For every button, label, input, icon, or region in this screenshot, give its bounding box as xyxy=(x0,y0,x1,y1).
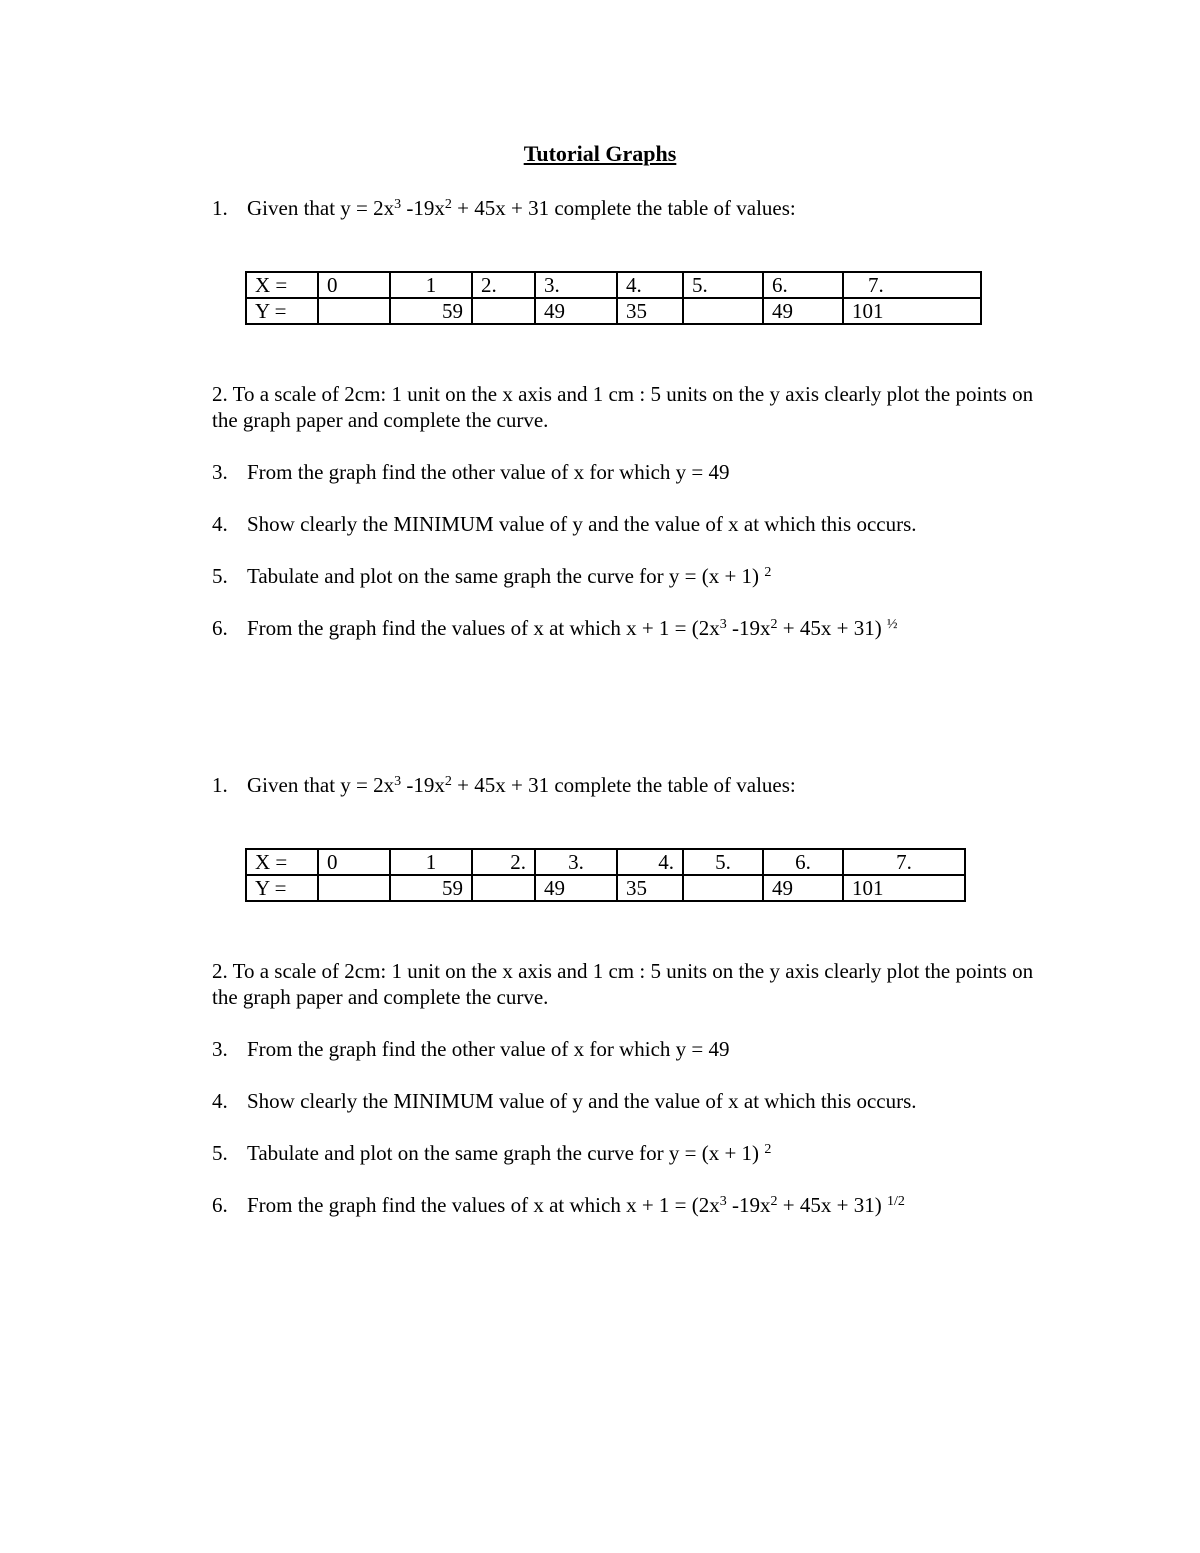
question-4 xyxy=(212,1088,917,1114)
table-cell: 49 xyxy=(763,298,843,324)
table-cell: 6. xyxy=(763,272,843,298)
table-row-x xyxy=(246,272,981,298)
values-table xyxy=(245,271,982,325)
exponent: 3 xyxy=(719,1194,727,1209)
exponent: 2 xyxy=(764,565,772,580)
question-2: 2. To a scale of 2cm: 1 unit on the x axis and 1 cm : 5 units on the y axis clearly plot the points on the graph paper and complete the curve. xyxy=(212,382,1034,432)
table-cell: 35 xyxy=(617,298,683,324)
y-label-cell: Y = xyxy=(246,298,318,324)
table-row-y xyxy=(246,875,965,901)
exponent: 2 xyxy=(770,1194,778,1209)
question-text: From the graph find the values of x at which x + 1 = (2x xyxy=(247,1193,720,1217)
question-text: Show clearly the MINIMUM value of y and the value of x at which this occurs. xyxy=(247,512,917,536)
exponent: ½ xyxy=(886,617,898,632)
table-cell: 0 xyxy=(318,849,390,875)
table-cell: 35 xyxy=(617,875,683,901)
question-3 xyxy=(212,1036,729,1062)
table-cell: 49 xyxy=(535,875,617,901)
question-5 xyxy=(212,563,771,589)
table-cell: 2. xyxy=(472,272,535,298)
question-number: 5. xyxy=(212,1141,228,1165)
table-cell xyxy=(683,298,763,324)
question-text: + 45x + 31) xyxy=(777,616,882,640)
table-cell xyxy=(318,875,390,901)
exponent: 3 xyxy=(719,617,727,632)
question-text: From the graph find the values of x at which x + 1 = (2x xyxy=(247,616,720,640)
question-text: -19x xyxy=(401,773,445,797)
table-cell: 4. xyxy=(617,849,683,875)
question-text: -19x xyxy=(726,616,771,640)
question-6 xyxy=(212,1192,905,1218)
exponent: 2 xyxy=(444,197,452,212)
question-number: 3. xyxy=(212,460,228,484)
table-cell: 59 xyxy=(390,875,472,901)
question-number: 1. xyxy=(212,773,228,797)
question-6 xyxy=(212,615,897,641)
question-5 xyxy=(212,1140,771,1166)
question-text: Show clearly the MINIMUM value of y and the value of x at which this occurs. xyxy=(247,1089,917,1113)
page-title: Tutorial Graphs xyxy=(523,141,677,166)
question-2: 2. To a scale of 2cm: 1 unit on the x axis and 1 cm : 5 units on the y axis clearly plot the points on the graph paper and complete the curve. xyxy=(212,959,1034,1009)
x-label-cell: X = xyxy=(246,272,318,298)
table-cell: 59 xyxy=(390,298,472,324)
question-text: From the graph find the other value of x for which y = 49 xyxy=(247,1037,730,1061)
table-cell xyxy=(472,298,535,324)
question-number: 6. xyxy=(212,616,228,640)
exponent: 2 xyxy=(764,1142,772,1157)
exponent: 3 xyxy=(394,774,402,789)
exponent: 2 xyxy=(770,617,778,632)
question-number: 4. xyxy=(212,1089,228,1113)
table-cell: 49 xyxy=(763,875,843,901)
exponent: 3 xyxy=(394,197,402,212)
table-cell: 6. xyxy=(763,849,843,875)
question-number: 4. xyxy=(212,512,228,536)
table-cell: 4. xyxy=(617,272,683,298)
question-text: Given that y = 2x xyxy=(247,773,395,797)
table-cell: 1 xyxy=(390,849,472,875)
x-label-cell: X = xyxy=(246,849,318,875)
question-text: Tabulate and plot on the same graph the curve for y = (x + 1) xyxy=(247,564,760,588)
question-number: 1. xyxy=(212,196,228,220)
exponent: 1/2 xyxy=(886,1194,905,1209)
question-text: + 45x + 31 complete the table of values: xyxy=(451,196,796,220)
table-cell xyxy=(472,875,535,901)
table-cell: 0 xyxy=(318,272,390,298)
question-text: Tabulate and plot on the same graph the curve for y = (x + 1) xyxy=(247,1141,760,1165)
question-number: 6. xyxy=(212,1193,228,1217)
table-cell: 101 xyxy=(843,875,965,901)
table-cell xyxy=(683,875,763,901)
question-text: -19x xyxy=(726,1193,771,1217)
table-row-y xyxy=(246,298,981,324)
table-cell: 7. xyxy=(843,272,981,298)
question-3 xyxy=(212,459,729,485)
exponent: 2 xyxy=(444,774,452,789)
question-text: + 45x + 31) xyxy=(777,1193,882,1217)
table-cell: 3. xyxy=(535,849,617,875)
table-cell: 1 xyxy=(390,272,472,298)
table-cell xyxy=(318,298,390,324)
question-number: 5. xyxy=(212,564,228,588)
question-1 xyxy=(212,772,796,798)
question-text: -19x xyxy=(401,196,445,220)
table-cell: 5. xyxy=(683,272,763,298)
values-table xyxy=(245,848,966,902)
question-number: 3. xyxy=(212,1037,228,1061)
table-cell: 2. xyxy=(472,849,535,875)
question-text: From the graph find the other value of x for which y = 49 xyxy=(247,460,730,484)
table-cell: 3. xyxy=(535,272,617,298)
table-cell: 7. xyxy=(843,849,965,875)
table-cell: 49 xyxy=(535,298,617,324)
table-cell: 101 xyxy=(843,298,981,324)
question-text: + 45x + 31 complete the table of values: xyxy=(451,773,796,797)
table-cell: 5. xyxy=(683,849,763,875)
y-label-cell: Y = xyxy=(246,875,318,901)
question-4 xyxy=(212,511,917,537)
question-1 xyxy=(212,195,796,221)
table-row-x xyxy=(246,849,965,875)
question-text: Given that y = 2x xyxy=(247,196,395,220)
